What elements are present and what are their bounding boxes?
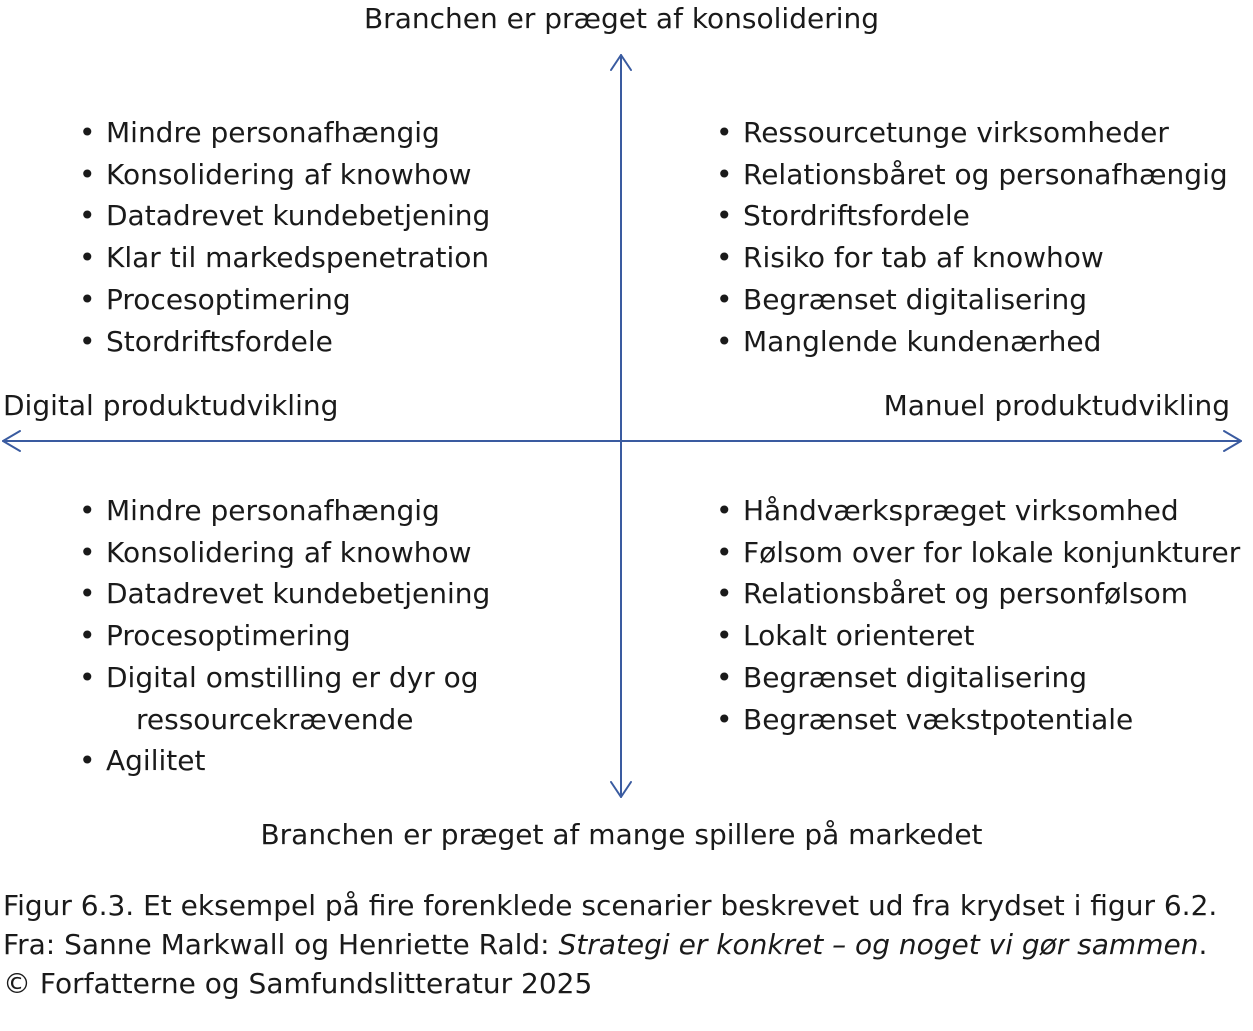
quadrant-bottom-right xyxy=(716,490,1240,740)
caption-book-title: Strategi er konkret – og noget vi gør sammen xyxy=(558,928,1199,961)
axis-label-bottom: Branchen er præget af mange spillere på markedet xyxy=(260,818,983,851)
list-item: • Mindre personafhængig xyxy=(79,490,526,532)
list-item: • Relationsbåret og personfølsom xyxy=(716,573,1240,615)
figure-caption xyxy=(3,886,1217,1003)
caption-copyright: © Forfatterne og Samfundslitteratur 2025 xyxy=(3,967,593,1000)
list-item: • Manglende kundenærhed xyxy=(716,321,1228,363)
list-item-continuation: ressourcekrævende xyxy=(136,702,414,736)
caption-source-prefix: Fra: Sanne Markwall og Henriette Rald: xyxy=(3,928,559,961)
axis-label-left: Digital produktudvikling xyxy=(3,389,339,422)
list-item: • Konsolidering af knowhow xyxy=(79,532,526,574)
axis-label-top: Branchen er præget af konsolidering xyxy=(363,2,880,35)
list-item: • Datadrevet kundebetjening xyxy=(79,573,526,615)
list-item: • Ressourcetunge virksomheder xyxy=(716,112,1228,154)
list-item: • Følsom over for lokale konjunkturer xyxy=(716,532,1240,574)
quadrant-top-left xyxy=(79,112,490,362)
list-item: • Risiko for tab af knowhow xyxy=(716,237,1228,279)
list-item: • Konsolidering af knowhow xyxy=(79,154,490,196)
list-item: • Klar til markedspenetration xyxy=(79,237,490,279)
list-item: • Stordriftsfordele xyxy=(79,321,490,363)
list-item: • Procesoptimering xyxy=(79,615,526,657)
caption-source-suffix: . xyxy=(1198,928,1208,961)
list-item: • Begrænset vækstpotentiale xyxy=(716,699,1240,741)
quadrant-top-right xyxy=(716,112,1228,362)
list-item: • Agilitet xyxy=(79,740,526,782)
list-item-wrapped xyxy=(79,657,526,740)
quadrant-bottom-left xyxy=(79,490,526,782)
list-item-line: • Digital omstilling er dyr og xyxy=(106,660,479,694)
caption-line-2 xyxy=(3,925,1217,964)
list-item: • Procesoptimering xyxy=(79,279,490,321)
axis-label-right: Manuel produktudvikling xyxy=(883,389,1230,422)
caption-line-1: Figur 6.3. Et eksempel på fire forenklede scenarier beskrevet ud fra krydset i figur 6.2. xyxy=(3,889,1218,922)
list-item: • Datadrevet kundebetjening xyxy=(79,195,490,237)
list-item: • Stordriftsfordele xyxy=(716,195,1228,237)
list-item: • Relationsbåret og personafhængig xyxy=(716,154,1228,196)
list-item: • Begrænset digitalisering xyxy=(716,657,1240,699)
list-item: • Begrænset digitalisering xyxy=(716,279,1228,321)
list-item: • Håndværkspræget virksomhed xyxy=(716,490,1240,532)
list-item: • Lokalt orienteret xyxy=(716,615,1240,657)
list-item: • Mindre personafhængig xyxy=(79,112,490,154)
